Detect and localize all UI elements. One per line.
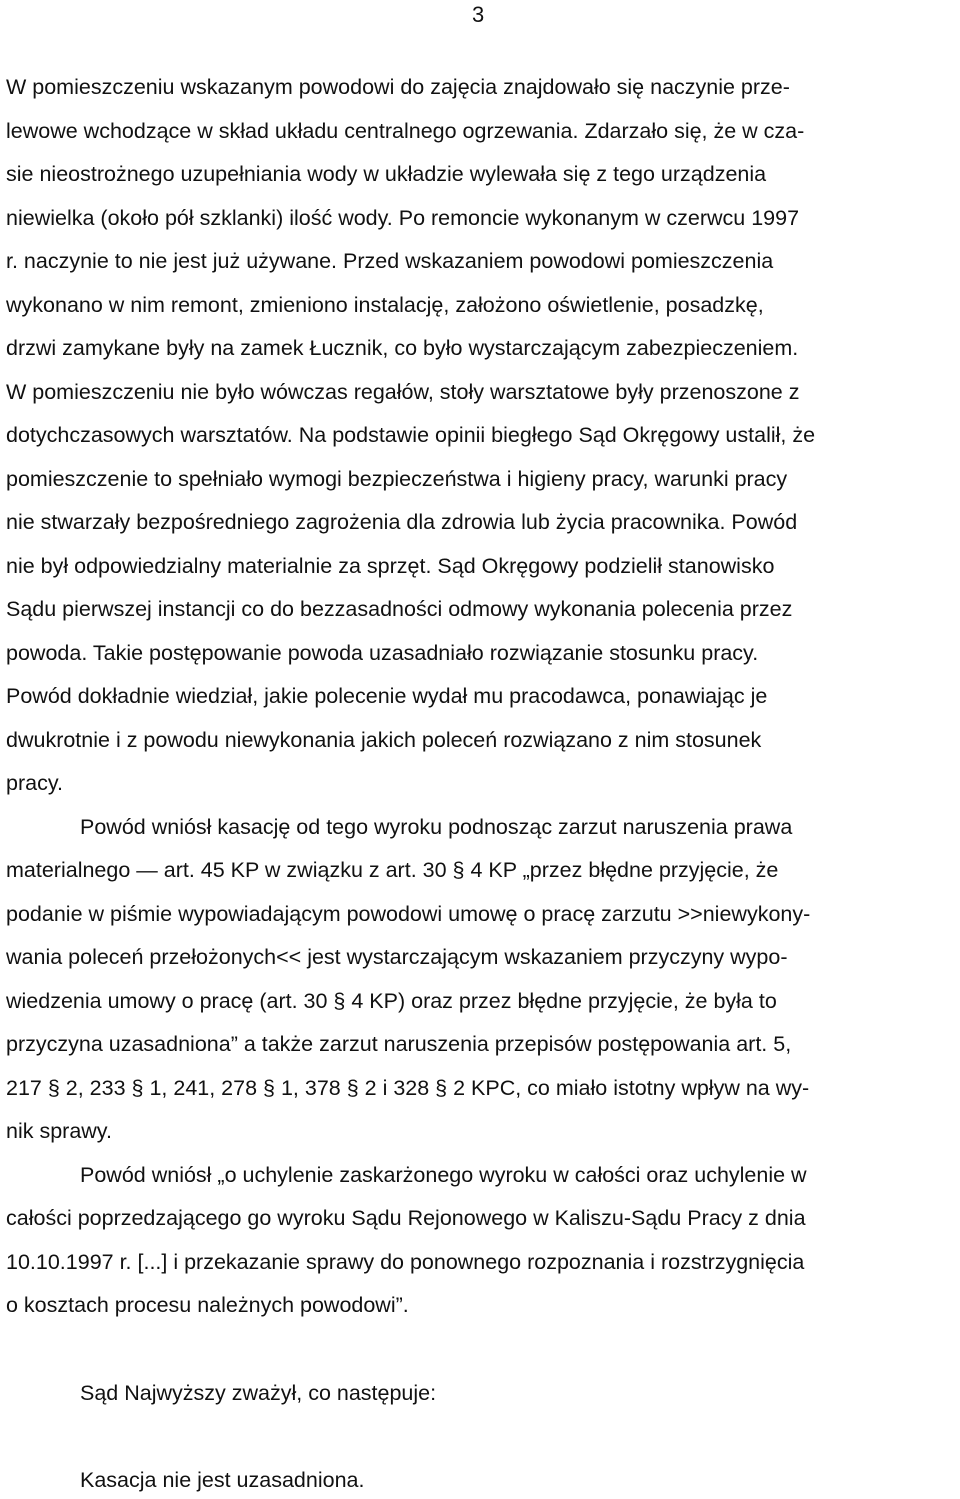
body-line: drzwi zamykane były na zamek Łucznik, co było wystarczającym zabezpieczeniem. xyxy=(6,336,799,360)
body-line: nie był odpowiedzialny materialnie za sprzęt. Sąd Okręgowy podzielił stanowisko xyxy=(6,554,775,578)
body-line: całości poprzedzającego go wyroku Sądu Rejonowego w Kaliszu-Sądu Pracy z dnia xyxy=(6,1206,806,1230)
body-line: o kosztach procesu należnych powodowi”. xyxy=(6,1293,409,1317)
body-line: Powód dokładnie wiedział, jakie polecenie wydał mu pracodawca, ponawiając je xyxy=(6,684,768,708)
body-line: sie nieostrożnego uzupełniania wody w układzie wylewała się z tego urządzenia xyxy=(6,162,767,186)
body-line: przyczyna uzasadniona” a także zarzut naruszenia przepisów postępowania art. 5, xyxy=(6,1032,792,1056)
body-line: pracy. xyxy=(6,771,63,795)
body-line: Sądu pierwszej instancji co do bezzasadności odmowy wykonania polecenia przez xyxy=(6,597,793,621)
body-line: Powód wniósł kasację od tego wyroku podnosząc zarzut naruszenia prawa xyxy=(80,815,793,839)
page-number: 3 xyxy=(472,2,485,27)
body-line: podanie w piśmie wypowiadającym powodowi umowę o pracę zarzutu >>niewykony- xyxy=(6,902,811,926)
body-line: materialnego — art. 45 KP w związku z art. 30 § 4 KP „przez błędne przyjęcie, że xyxy=(6,858,779,882)
body-line: W pomieszczeniu wskazanym powodowi do zajęcia znajdowało się naczynie prze- xyxy=(6,75,790,99)
body-line: pomieszczenie to spełniało wymogi bezpieczeństwa i higieny pracy, warunki pracy xyxy=(6,467,788,491)
body-line: wykonano w nim remont, zmieniono instalację, założono oświetlenie, posadzkę, xyxy=(6,293,764,317)
body-line: lewowe wchodzące w skład układu centralnego ogrzewania. Zdarzało się, że w cza- xyxy=(6,119,805,143)
body-line: niewielka (około pół szklanki) ilość wody. Po remoncie wykonanym w czerwcu 1997 xyxy=(6,206,800,230)
body-line: dotychczasowych warsztatów. Na podstawie opinii biegłego Sąd Okręgowy ustalił, że xyxy=(6,423,816,447)
body-line: Powód wniósł „o uchylenie zaskarżonego wyroku w całości oraz uchylenie w xyxy=(80,1163,807,1187)
section-heading: Sąd Najwyższy zważył, co następuje: xyxy=(80,1381,437,1405)
body-line: wiedzenia umowy o pracę (art. 30 § 4 KP) oraz przez błędne przyjęcie, że była to xyxy=(6,989,777,1013)
conclusion-line: Kasacja nie jest uzasadniona. xyxy=(80,1468,365,1492)
body-line: dwukrotnie i z powodu niewykonania jakich poleceń rozwiązano z nim stosunek xyxy=(6,728,762,752)
body-line: 10.10.1997 r. [...] i przekazanie sprawy do ponownego rozpoznania i rozstrzygnięcia xyxy=(6,1250,805,1274)
body-line: powoda. Takie postępowanie powoda uzasadniało rozwiązanie stosunku pracy. xyxy=(6,641,759,665)
body-line: W pomieszczeniu nie było wówczas regałów, stoły warsztatowe były przenoszone z xyxy=(6,380,800,404)
body-line: r. naczynie to nie jest już używane. Przed wskazaniem powodowi pomieszczenia xyxy=(6,249,774,273)
body-line: nie stwarzały bezpośredniego zagrożenia dla zdrowia lub życia pracownika. Powód xyxy=(6,510,798,534)
body-line: wania poleceń przełożonych<< jest wystarczającym wskazaniem przyczyny wypo- xyxy=(6,945,788,969)
body-line: 217 § 2, 233 § 1, 241, 278 § 1, 378 § 2 i 328 § 2 KPC, co miało istotny wpływ na wy- xyxy=(6,1076,810,1100)
body-line: nik sprawy. xyxy=(6,1119,112,1143)
